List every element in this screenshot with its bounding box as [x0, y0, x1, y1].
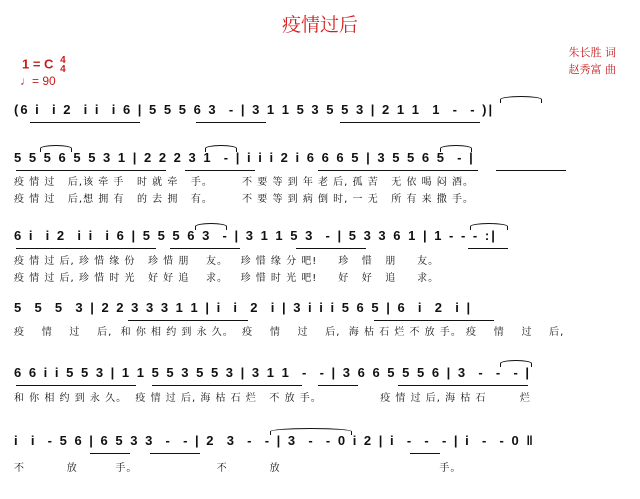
- slur: [40, 145, 72, 152]
- lyric-line-2a: 疫 情 过 后,该 牵 手 时 就 牵 手。 不 要 等 到 年 老 后, 孤 苦 无 依 喝 闷 酒。: [14, 177, 474, 188]
- beam: [170, 248, 240, 249]
- lyric-line-3b: 疫 情 过 后, 珍 惜 时 光 好 好 追 求。 珍 惜 时 光 吧! 好 好 追 求。: [14, 273, 440, 284]
- beam: [496, 170, 566, 171]
- song-title: 疫情过后: [281, 14, 358, 36]
- beam: [340, 122, 480, 123]
- beam: [398, 385, 528, 386]
- beam: [128, 320, 248, 321]
- lyric-line-3a: 疫 情 过 后, 珍 惜 缘 份 珍 惜 朋 友。 珍 惜 缘 分 吧! 珍 惜 朋 友。: [14, 256, 440, 267]
- beam: [374, 320, 494, 321]
- beam: [150, 453, 200, 454]
- beam: [16, 248, 156, 249]
- lyric-line-5a: 和 你 相 约 到 永 久。 疫 情 过 后, 海 枯 石 烂 不 放 手。 疫 情 过 后, 海 枯 石 烂: [14, 393, 531, 404]
- time-sig-top: 4: [60, 55, 66, 66]
- notation-line-3: 6 i i 2 i i i 6 | 5 5 5 6 3 - | 3 1 1 5 3 - | 5 3 3 6 1 | 1 - - - :|: [14, 228, 497, 243]
- notation-line-5: 6 6 i i 5 5 3 | 1 1 5 5 3 5 5 3 | 3 1 1 - - | 3 6 6 5 5 5 6 | 3 - - - |: [14, 365, 532, 380]
- beam: [152, 385, 302, 386]
- lyricist-credit: 朱长胜 词: [568, 46, 616, 59]
- slur: [205, 145, 237, 152]
- notation-line-2: 5 5 5 6 5 5 3 1 | 2 2 2 3 1 - | i i i 2 i 6 6 6 5 | 3 5 5 6 5 - |: [14, 150, 475, 165]
- beam: [185, 170, 255, 171]
- slur: [470, 223, 508, 230]
- slur: [500, 360, 532, 367]
- beam: [16, 170, 166, 171]
- lyric-line-4a: 疫 情 过 后, 和 你 相 约 到 永 久。 疫 情 过 后, 海 枯 石 烂 不 放 手。 疫 情 过 后,: [14, 327, 565, 338]
- credits: [569, 44, 617, 78]
- beam: [468, 248, 508, 249]
- beam: [410, 453, 440, 454]
- beam: [296, 248, 366, 249]
- time-sig-bottom: 4: [60, 64, 66, 75]
- beam: [318, 170, 478, 171]
- beam: [16, 385, 136, 386]
- key-signature: [22, 56, 66, 74]
- beam: [318, 385, 358, 386]
- notation-line-1: (6 i i 2 i i i 6 | 5 5 5 6 3 - | 3 1 1 5 3 5 5 3 | 2 1 1 1 - - )|: [14, 102, 495, 117]
- composer-credit: 赵秀富 曲: [568, 63, 616, 76]
- lyric-line-6a: 不 放 手。 不 放 手。: [14, 463, 462, 474]
- beam: [30, 122, 140, 123]
- slur: [500, 96, 542, 103]
- beam: [196, 122, 266, 123]
- time-signature: [60, 56, 66, 74]
- key-label: 1 = C: [22, 56, 54, 72]
- lyric-line-2b: 疫 情 过 后,想 拥 有 的 去 拥 有。 不 要 等 到 病 倒 时, 一 无 所 有 来 撒 手。: [14, 194, 474, 205]
- beam: [90, 453, 130, 454]
- tempo-marking: ♩= 90: [20, 74, 56, 88]
- slur: [195, 223, 227, 230]
- notation-line-4: 5 5 5 3 | 2 2 3 3 3 1 1 | i i 2 i | 3 i i i 5 6 5 | 6 i 2 i |: [14, 300, 473, 315]
- slur: [440, 145, 472, 152]
- notation-line-6: i i - 5 6 | 6 5 3 3 - - | 2 3 - - | 3 - - 0 i 2 | i - - - | i - - 0 ‖: [14, 433, 535, 448]
- tie: [270, 428, 352, 435]
